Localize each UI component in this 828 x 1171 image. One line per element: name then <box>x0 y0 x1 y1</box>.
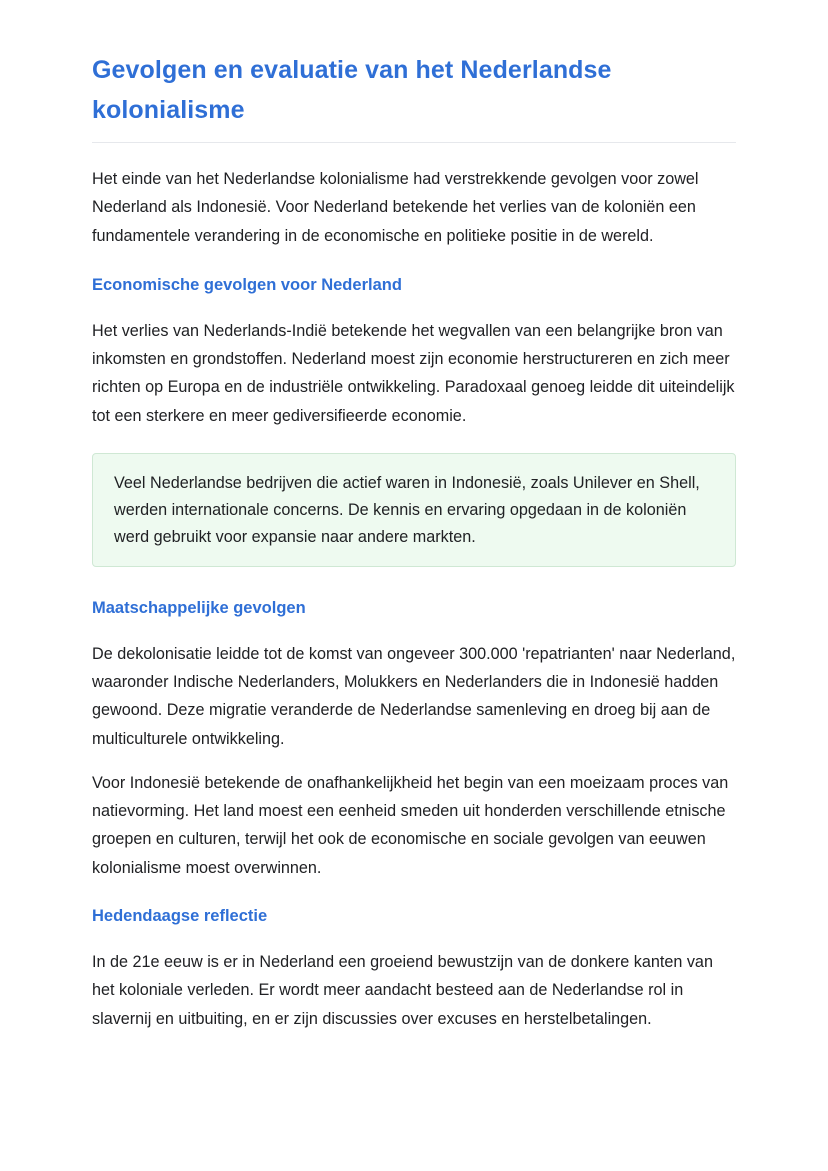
intro-paragraph: Het einde van het Nederlandse kolonialisme had verstrekkende gevolgen voor zowel Nederland als Indonesië. Voor Nederland betekende het verlies van de koloniën een fundamentele verandering in de economische en politieke positie in de wereld. <box>92 170 699 245</box>
section-heading-economic: Economische gevolgen voor Nederland <box>92 275 402 294</box>
section-reflection <box>92 905 736 1033</box>
callout-box <box>92 453 736 567</box>
section-heading-social: Maatschappelijke gevolgen <box>92 598 306 617</box>
paragraph-economic: Het verlies van Nederlands-Indië betekende het wegvallen van een belangrijke bron van inkomsten en grondstoffen. Nederland moest zijn economie herstructureren en zich meer richten op Europa en de industriële ontwikkeling. Paradoxaal genoeg leidde dit uiteindelijk tot een sterkere en meer gediversifieerde economie. <box>92 321 735 425</box>
title-divider <box>92 142 736 143</box>
callout-text: Veel Nederlandse bedrijven die actief waren in Indonesië, zoals Unilever en Shell, werden internationale concerns. De kennis en ervaring opgedaan in de koloniën werd gebruikt voor expansie naar andere markten. <box>114 474 700 547</box>
paragraph-reflection: In de 21e eeuw is er in Nederland een groeiend bewustzijn van de donkere kanten van het koloniale verleden. Er wordt meer aandacht besteed aan de Nederlandse rol in slavernij en uitbuiting, en er zijn discussies over excuses en herstelbetalingen. <box>92 953 713 1028</box>
page-title: Gevolgen en evaluatie van het Nederlandse kolonialisme <box>92 56 612 124</box>
section-heading-reflection: Hedendaagse reflectie <box>92 907 268 926</box>
section-social <box>92 597 736 882</box>
paragraph-social-1: De dekolonisatie leidde tot de komst van ongeveer 300.000 'repatrianten' naar Nederland, waaronder Indische Nederlanders, Molukkers en Nederlanders die in Indonesië hadden gewoond. Deze migratie veranderde de Nederlandse samenleving en droeg bij aan de multiculturele ontwikkeling. <box>92 644 736 748</box>
section-economic <box>92 274 736 567</box>
paragraph-social-2: Voor Indonesië betekende de onafhankelijkheid het begin van een moeizaam proces van natievorming. Het land moest een eenheid smeden uit honderden verschillende etnische groepen en culturen, terwijl het ook de economische en sociale gevolgen van eeuwen kolonialisme moest overwinnen. <box>92 773 729 877</box>
